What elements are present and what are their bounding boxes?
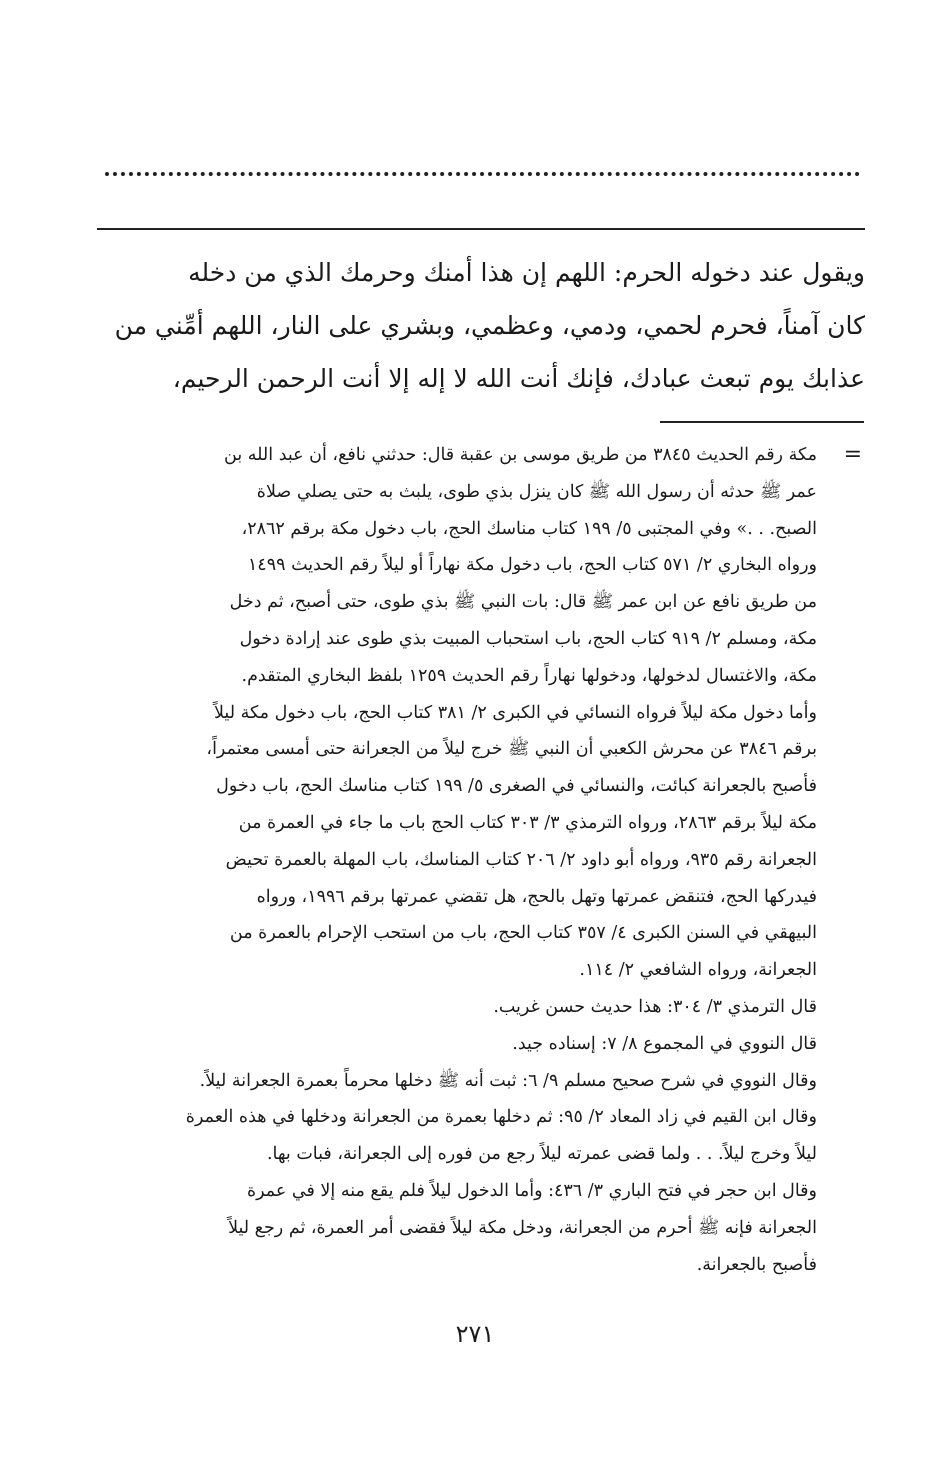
footnote-line: مكة رقم الحديث ٣٨٤٥ من طريق موسى بن عقبة قال: حدثني نافع، أن عبد الله بن xyxy=(224,445,817,465)
main-text-line: عذابك يوم تبعث عبادك، فإنك أنت الله لا إله إلا أنت الرحمن الرحيم، xyxy=(172,364,865,393)
footnote-line: وقال ابن حجر في فتح الباري ٣/ ٤٣٦: وأما الدخول ليلاً فلم يقع منه إلا في عمرة xyxy=(246,1180,817,1201)
footnote-line: فأصبح بالجعرانة كبائت، والنسائي في الصغرى ٥/ ١٩٩ كتاب مناسك الحج، باب دخول xyxy=(216,776,817,797)
footnote-line: وأما دخول مكة ليلاً فرواه النسائي في الكبرى ٢/ ٣٨١ كتاب الحج، باب دخول مكة ليلاً xyxy=(213,702,817,723)
footnote-line: ليلاً وخرج ليلاً. . . ولما قضى عمرته ليلاً رجع من فوره إلى الجعرانة، فبات بها. xyxy=(266,1144,817,1165)
main-text-block xyxy=(97,246,865,405)
footnote-line: الجعرانة، ورواه الشافعي ٢/ ١١٤. xyxy=(579,960,817,981)
main-text-line: كان آمناً، فحرم لحمي، ودمي، وعظمي، وبشري على النار، اللهم أمِّني من xyxy=(114,311,865,340)
page-number: ٢٧١ xyxy=(455,1320,495,1348)
footnote-line: مكة، ومسلم ٢/ ٩١٩ كتاب الحج، باب استحباب المبيت بذي طوى عند إرادة دخول xyxy=(239,628,817,649)
footnote-line: وقال ابن القيم في زاد المعاد ٢/ ٩٥: ثم دخلها بعمرة من الجعرانة ودخلها في هذه العمرة xyxy=(185,1107,817,1128)
footnote-line: من طريق نافع عن ابن عمر ﷺ قال: بات النبي ﷺ بذي طوى، حتى أصبح، ثم دخل xyxy=(229,592,817,613)
footnote-line: فيدركها الحج، فتنقض عمرتها وتهل بالحج، هل تقضي عمرتها برقم ١٩٩٦، ورواه xyxy=(256,886,817,907)
main-text-line: ويقول عند دخوله الحرم: اللهم إن هذا أمنك وحرمك الذي من دخله xyxy=(188,258,865,287)
footnote-line: مكة، والاغتسال لدخولها، ودخولها نهاراً رقم الحديث ١٢٥٩ بلفظ البخاري المتقدم. xyxy=(241,665,817,686)
footnote-line: وقال النووي في شرح صحيح مسلم ٩/ ٦: ثبت أنه ﷺ دخلها محرماً بعمرة الجعرانة ليلاً. xyxy=(199,1070,817,1091)
dotted-separator xyxy=(105,172,860,176)
footnote-separator xyxy=(660,421,864,423)
footnote-line: الجعرانة رقم ٩٣٥، ورواه أبو داود ٢/ ٢٠٦ كتاب المناسك، باب المهلة بالعمرة تحيض xyxy=(225,849,817,870)
footnotes-block xyxy=(97,437,817,1283)
footnote-line: البيهقي في السنن الكبرى ٤/ ٣٥٧ كتاب الحج، باب من استحب الإحرام بالعمرة من xyxy=(229,923,817,944)
footnote-line: قال الترمذي ٣/ ٣٠٤: هذا حديث حسن غريب. xyxy=(493,996,817,1017)
footnote-line: مكة ليلاً برقم ٢٨٦٣، ورواه الترمذي ٣/ ٣٠٣ كتاب الحج باب ما جاء في العمرة من xyxy=(238,812,817,833)
footnote-line: ورواه البخاري ٢/ ٥٧١ كتاب الحج، باب دخول مكة نهاراً أو ليلاً رقم الحديث ١٤٩٩ xyxy=(247,555,817,576)
footnote-line: عمر ﷺ حدثه أن رسول الله ﷺ كان ينزل بذي طوى، يلبث به حتى يصلي صلاة xyxy=(256,481,817,502)
header-rule xyxy=(97,228,865,230)
footnote-line: برقم ٣٨٤٦ عن محرش الكعبي أن النبي ﷺ خرج ليلاً من الجعرانة حتى أمسى معتمراً، xyxy=(206,739,817,760)
footnote-line: الصبح. . .» وفي المجتبى ٥/ ١٩٩ كتاب مناسك الحج، باب دخول مكة برقم ٢٨٦٢، xyxy=(241,518,817,539)
footnote-line: قال النووي في المجموع ٨/ ٧: إسناده جيد. xyxy=(512,1033,817,1054)
footnote-line: الجعرانة فإنه ﷺ أحرم من الجعرانة، ودخل مكة ليلاً فقضى أمر العمرة، ثم رجع ليلاً xyxy=(228,1217,817,1238)
footnote-line: فأصبح بالجعرانة. xyxy=(696,1254,817,1275)
footnote-continuation-mark: = xyxy=(843,442,862,467)
